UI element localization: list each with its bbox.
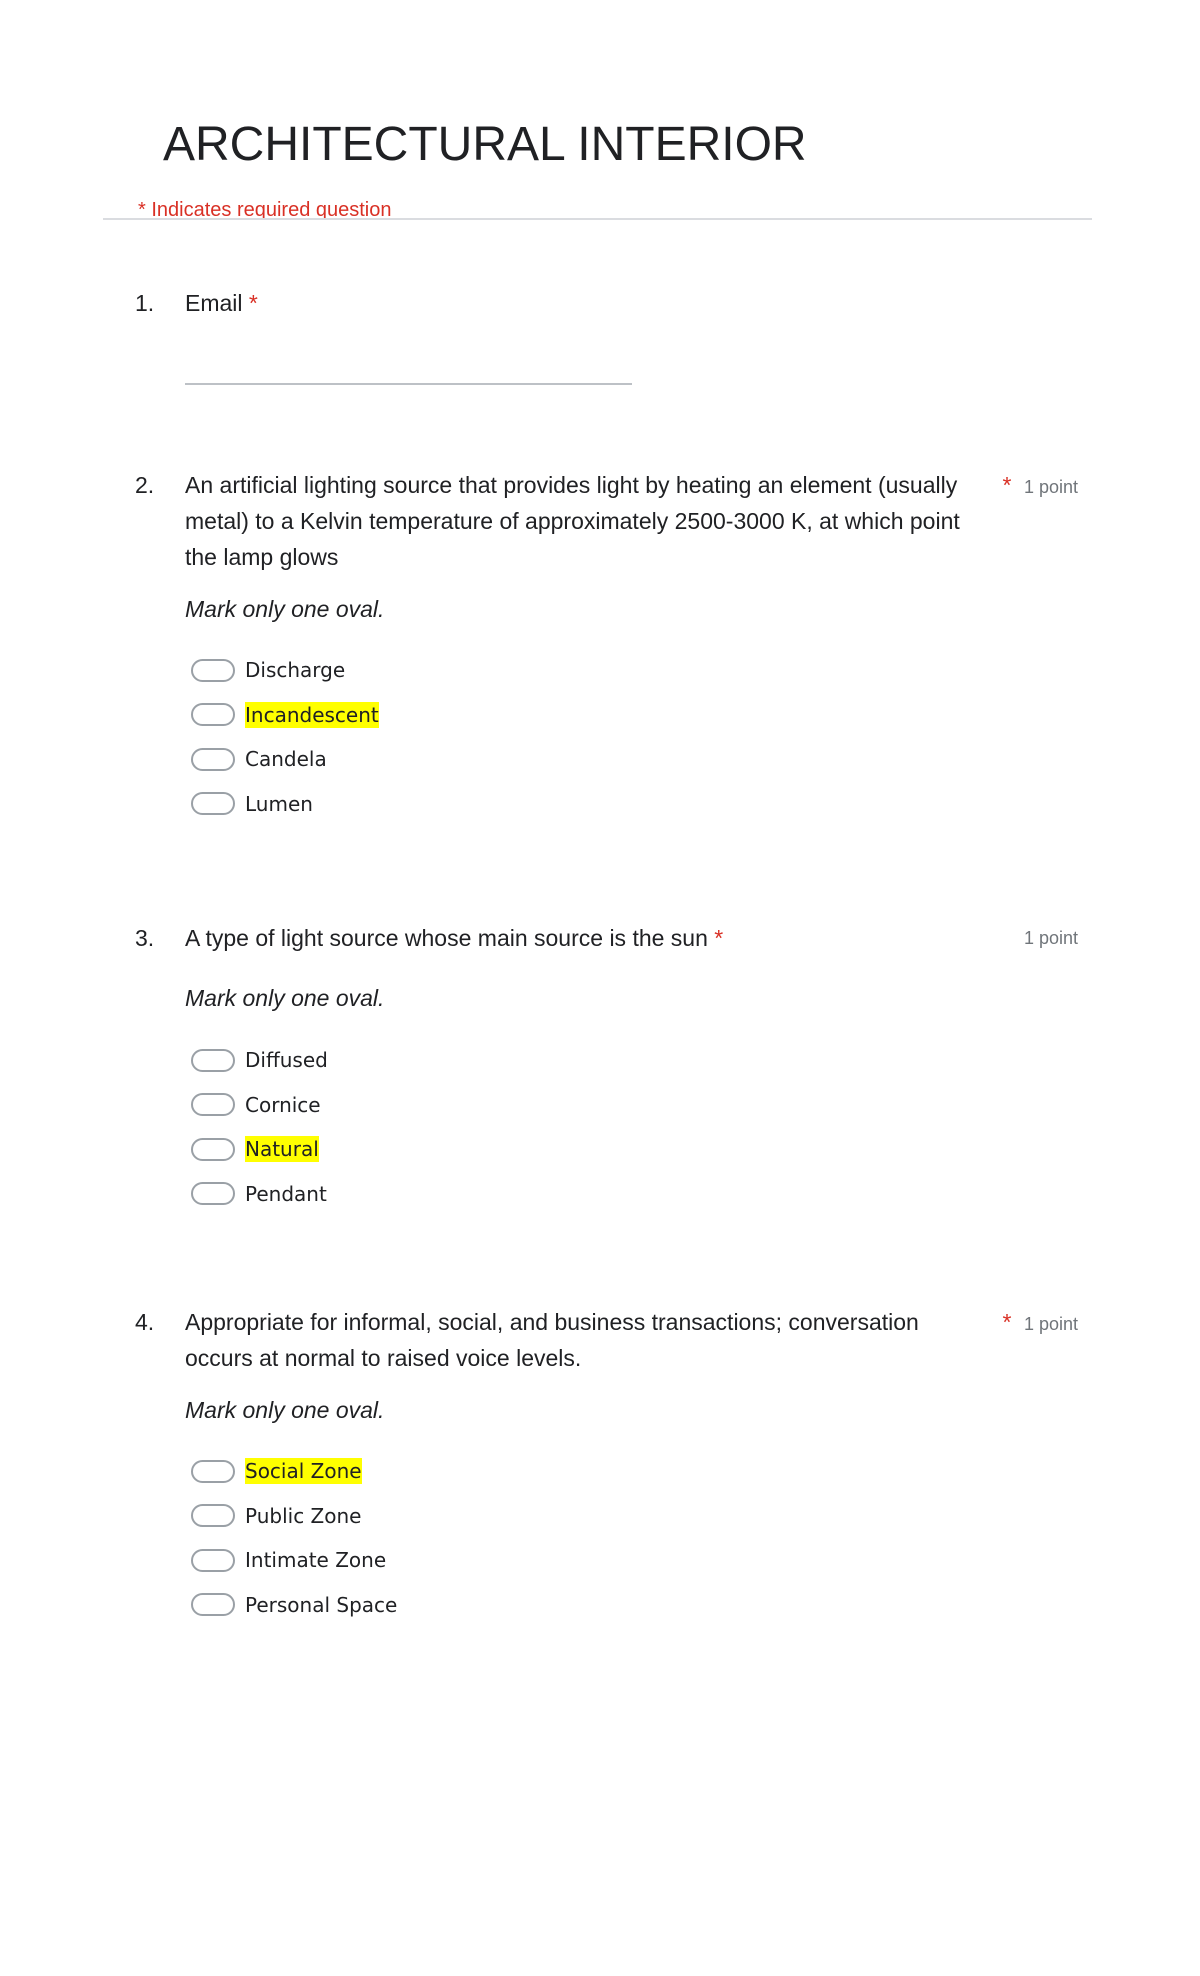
option-label: Candela	[245, 747, 327, 772]
question-text	[185, 285, 990, 321]
question-label: Email	[185, 290, 243, 316]
question-number: 4.	[135, 1309, 155, 1335]
option-label: Cornice	[245, 1092, 321, 1117]
options-list	[191, 648, 379, 826]
radio-oval[interactable]	[191, 792, 235, 815]
option-social-zone[interactable]	[191, 1449, 397, 1494]
radio-oval[interactable]	[191, 1049, 235, 1072]
options-list	[191, 1449, 397, 1627]
radio-oval[interactable]	[191, 1504, 235, 1527]
question-meta	[1003, 467, 1078, 507]
required-asterisk: *	[1002, 472, 1012, 498]
option-label-highlighted: Natural	[245, 1137, 319, 1162]
option-cornice[interactable]	[191, 1083, 328, 1128]
radio-oval[interactable]	[191, 703, 235, 726]
required-asterisk: *	[248, 290, 258, 316]
radio-oval[interactable]	[191, 1593, 235, 1616]
option-incandescent[interactable]	[191, 693, 379, 738]
header-divider	[103, 218, 1092, 220]
question-number: 1.	[135, 290, 155, 316]
option-label: Diffused	[245, 1048, 328, 1073]
radio-oval[interactable]	[191, 1182, 235, 1205]
radio-oval[interactable]	[191, 1093, 235, 1116]
option-candela[interactable]	[191, 737, 379, 782]
option-personal-space[interactable]	[191, 1583, 397, 1628]
option-discharge[interactable]	[191, 648, 379, 693]
option-natural[interactable]	[191, 1127, 328, 1172]
option-lumen[interactable]	[191, 782, 379, 827]
mark-only-one-oval-note: Mark only one oval.	[185, 985, 385, 1011]
option-label-highlighted: Social Zone	[245, 1459, 362, 1484]
points-label: 1 point	[1023, 928, 1078, 948]
radio-oval[interactable]	[191, 659, 235, 682]
points-label: 1 point	[1023, 1314, 1078, 1334]
required-question-note: * Indicates required question	[138, 199, 392, 221]
question-text: Appropriate for informal, social, and business transactions; conversation occurs at normal to raised voice levels.	[185, 1309, 919, 1371]
question-label: A type of light source whose main source is the sun	[185, 925, 708, 951]
mark-only-one-oval-note: Mark only one oval.	[185, 1397, 385, 1423]
radio-oval[interactable]	[191, 748, 235, 771]
option-label: Personal Space	[245, 1592, 398, 1617]
option-intimate-zone[interactable]	[191, 1538, 397, 1583]
radio-oval[interactable]	[191, 1460, 235, 1483]
required-asterisk: *	[714, 925, 724, 951]
option-label: Intimate Zone	[245, 1548, 387, 1573]
option-label: Pendant	[245, 1181, 327, 1206]
question-text	[185, 920, 990, 956]
option-public-zone[interactable]	[191, 1494, 397, 1539]
points-label: 1 point	[1023, 477, 1078, 497]
radio-oval[interactable]	[191, 1549, 235, 1572]
mark-only-one-oval-note: Mark only one oval.	[185, 596, 385, 622]
option-label-highlighted: Incandescent	[245, 702, 379, 727]
required-asterisk: *	[1002, 1309, 1012, 1335]
option-label: Lumen	[245, 791, 313, 816]
form-title: ARCHITECTURAL INTERIOR	[163, 118, 807, 171]
question-text: An artificial lighting source that provides light by heating an element (usually metal) to a Kelvin temperature of approximately 2500-3000 K, at which point the lamp glows	[185, 472, 960, 570]
options-list	[191, 1038, 328, 1216]
radio-oval[interactable]	[191, 1138, 235, 1161]
question-number: 3.	[135, 925, 155, 951]
option-label: Discharge	[245, 658, 346, 683]
question-number: 2.	[135, 472, 155, 498]
question-meta	[1024, 920, 1078, 958]
question-meta	[1003, 1304, 1078, 1344]
option-pendant[interactable]	[191, 1172, 328, 1217]
option-label: Public Zone	[245, 1503, 362, 1528]
email-field[interactable]	[185, 383, 632, 385]
option-diffused[interactable]	[191, 1038, 328, 1083]
